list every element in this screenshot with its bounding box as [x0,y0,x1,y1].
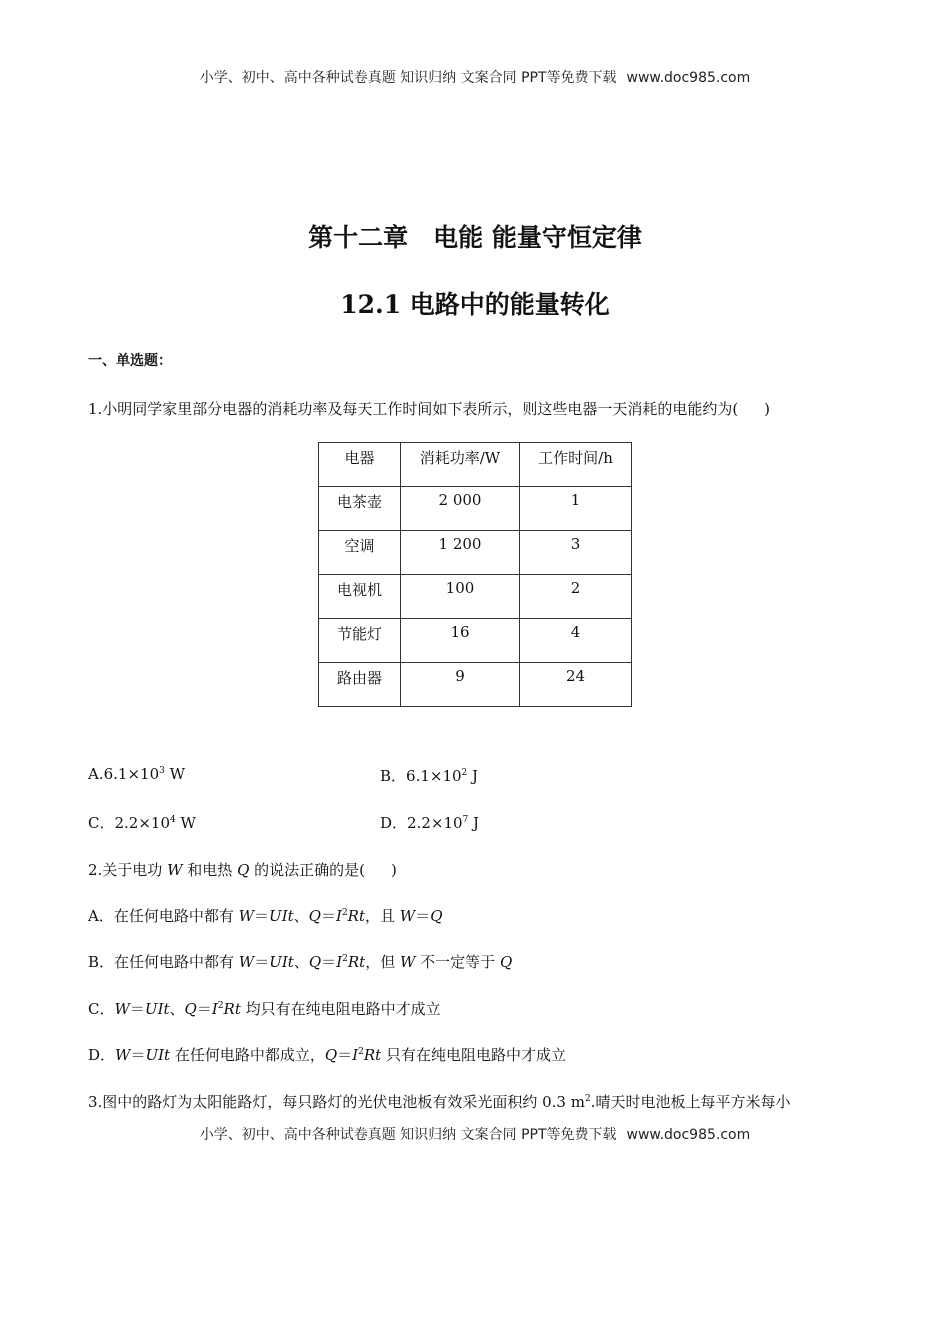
q2-option-b[interactable]: B．在任何电路中都有 W＝UIt、$Q=I^2Rt$，但 W 不一定等于 Q [88,953,513,971]
table-header-row [319,443,632,487]
table-cell: 路由器 [319,663,401,707]
table-row [319,619,632,663]
table-cell: 16 [401,619,520,663]
q1-option-d[interactable]: D．$2.2\times 10^7$ J [380,814,480,832]
page-header [0,67,950,87]
table-cell: 1 [520,487,632,531]
q1-option-b[interactable]: B．$6.1\times 10^2$ J [380,767,479,785]
q1-stem-text: 1.小明同学家里部分电器的消耗功率及每天工作时间如下表所示，则这些电器一天消耗的电能约为( [88,400,739,418]
q2-option-d[interactable]: D．W＝UIt 在任何电路中都成立，$Q=I^2Rt$ 只有在纯电阻电路中才成立 [88,1046,566,1064]
question-3-stem: 3.图中的路灯为太阳能路灯，每只路灯的光伏电池板有效采光面积约 0.3 $m^2$.晴天时电池板上每平方米每小 [88,1093,791,1111]
table-cell: 空调 [319,531,401,575]
section-heading: 一、单选题： [88,353,172,369]
footer-url[interactable]: www.doc985.com [626,1127,751,1143]
table-row [319,663,632,707]
table-cell: 4 [520,619,632,663]
q1-stem-close: ) [764,400,771,418]
table-cell: 3 [520,531,632,575]
q2-option-a[interactable]: A．在任何电路中都有 W＝UIt、$Q=I^2Rt$，且 W＝Q [88,907,443,925]
table-row [319,575,632,619]
table-row [319,531,632,575]
chapter-title: 第十二章 电能 能量守恒定律 [308,223,642,252]
table-cell: 节能灯 [319,619,401,663]
table-cell: 24 [520,663,632,707]
question-1-stem [88,398,770,419]
question-2-stem: 2.关于电功 W 和电热 Q 的说法正确的是( ) [88,861,397,879]
appliance-table [318,442,632,707]
table-cell: 电茶壶 [319,487,401,531]
header-text: 小学、初中、高中各种试卷真题 知识归纳 文案合同 PPT等免费下载 [199,70,617,86]
table-header-cell: 电器 [319,443,401,487]
table-cell: 9 [401,663,520,707]
table-cell: 2 [520,575,632,619]
page-footer [0,1124,950,1144]
q1-option-c[interactable]: C．$2.2\times 10^4$ W [88,814,196,832]
q2-option-c[interactable]: C．W＝UIt、$Q=I^2Rt$ 均只有在纯电阻电路中才成立 [88,1000,441,1018]
table-row [319,487,632,531]
table-header-cell: 消耗功率/W [401,443,520,487]
table-cell: 1 200 [401,531,520,575]
section-title: 12.1 电路中的能量转化 [340,290,610,319]
table-header-cell: 工作时间/h [520,443,632,487]
table-cell: 100 [401,575,520,619]
q1-option-a[interactable]: $A.6.1\times 10^3$ W [88,765,186,783]
footer-text: 小学、初中、高中各种试卷真题 知识归纳 文案合同 PPT等免费下载 [199,1127,617,1143]
header-url[interactable]: www.doc985.com [626,70,751,86]
table-cell: 电视机 [319,575,401,619]
table-cell: 2 000 [401,487,520,531]
